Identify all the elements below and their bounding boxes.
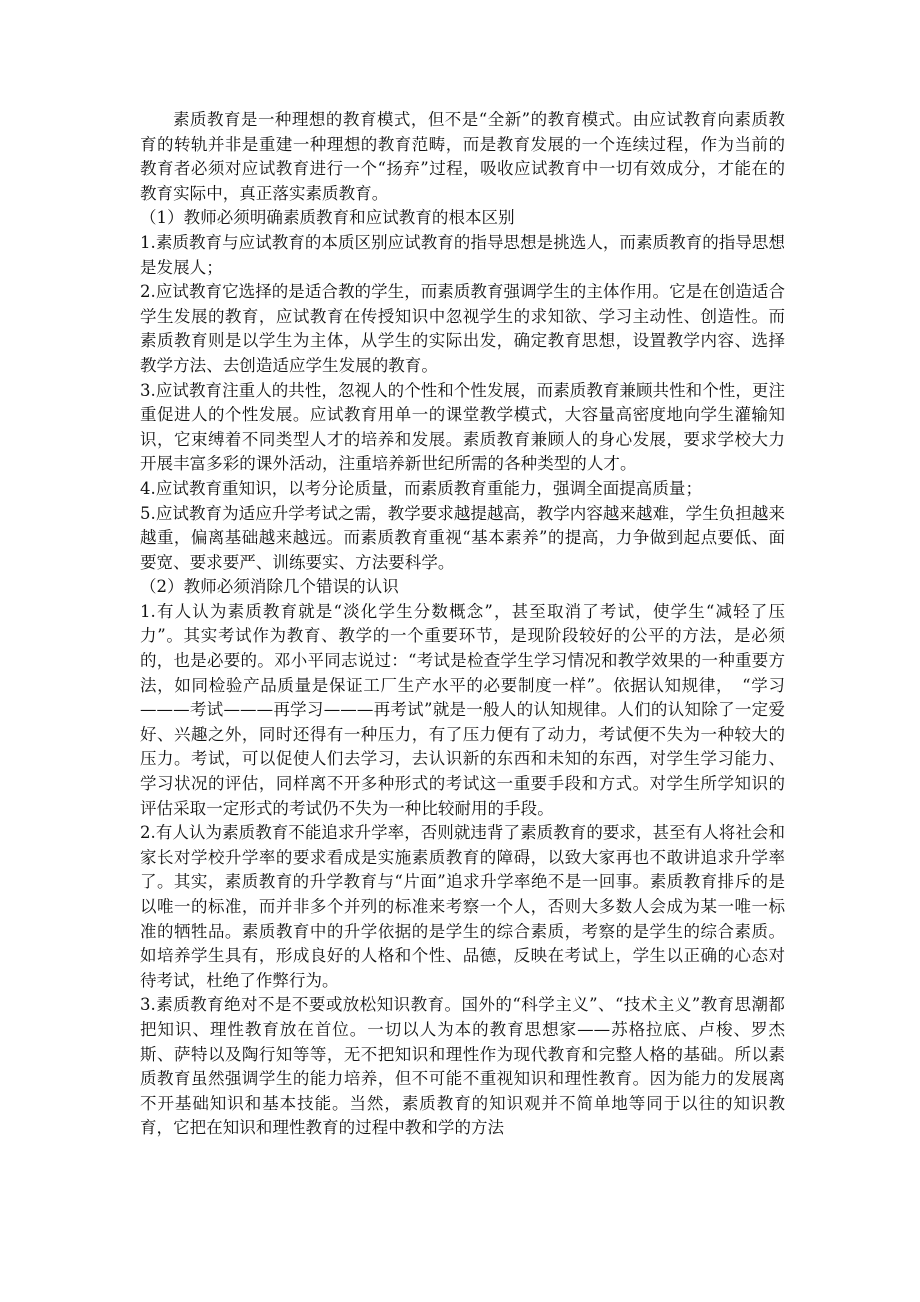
paragraph-1-5: 5.应试教育为适应升学考试之需，教学要求越提越高，教学内容越来越难，学生负担越来越重，偏离基础越来越远。而素质教育重视“基本素养”的提高，力争做到起点要低、面要宽、要求要严、训练要实、方法要科学。 [140,503,785,572]
document-body [140,108,785,1141]
paragraph-2-1: 1.有人认为素质教育就是“淡化学生分数概念”，甚至取消了考试，使学生“减轻了压力”。其实考试作为教育、教学的一个重要环节，是现阶段较好的公平的方法，是必须的，也是必要的。邓小平同志说过：“考试是检查学生学习情况和教学效果的一种重要方法，如同检验产品质量是保证工厂生产水平的必要制度一样”。依据认知规律， “学习———考试———再学习———再考试”就是一般人的认知规律。人们的认知除了一定爱好、兴趣之外，同时还得有一种压力，有了压力便有了动力，考试便不失为一种较大的压力。考试，可以促使人们去学习，去认识新的东西和未知的东西，对学生学习能力、学习状况的评估，同样离不开多种形式的考试这一重要手段和方式。对学生所学知识的评估采取一定形式的考试仍不失为一种比较耐用的手段。 [140,601,785,818]
intro-paragraph: 素质教育是一种理想的教育模式，但不是“全新”的教育模式。由应试教育向素质教育的转轨并非是重建一种理想的教育范畴，而是教育发展的一个连续过程，作为当前的教育者必须对应试教育进行一个“扬弃”过程，吸收应试教育中一切有效成分，才能在的教育实际中，真正落实素质教育。 [140,110,785,203]
paragraph-1-2: 2.应试教育它选择的是适合教的学生，而素质教育强调学生的主体作用。它是在创造适合学生发展的教育，应试教育在传授知识中忽视学生的求知欲、学习主动性、创造性。而素质教育则是以学生为主体，从学生的实际出发，确定教育思想，设置教学内容、选择教学方法、去创造适应学生发展的教育。 [140,282,785,375]
paragraph-1-4: 4.应试教育重知识，以考分论质量，而素质教育重能力，强调全面提高质量； [140,478,702,498]
section-heading-2: （2）教师必须消除几个错误的认识 [140,577,399,597]
paragraph-1-1: 1.素质教育与应试教育的本质区别应试教育的指导思想是挑选人，而素质教育的指导思想是发展人； [140,232,785,277]
paragraph-2-3: 3.素质教育绝对不是不要或放松知识教育。国外的“科学主义”、“技术主义”教育思潮都把知识、理性教育放在首位。一切以人为本的教育思想家——苏格拉底、卢梭、罗杰斯、萨特以及陶行知等等，无不把知识和理性作为现代教育和完整人格的基础。所以素质教育虽然强调学生的能力培养，但不可能不重视知识和理性教育。因为能力的发展离不开基础知识和基本技能。当然，素质教育的知识观并不简单地等同于以往的知识教育，它把在知识和理性教育的过程中教和学的方法 [140,995,785,1138]
paragraph-2-2: 2.有人认为素质教育不能追求升学率，否则就违背了素质教育的要求，甚至有人将社会和家长对学校升学率的要求看成是实施素质教育的障碍，以致大家再也不敢讲追求升学率了。其实，素质教育的升学教育与“片面”追求升学率绝不是一回事。素质教育排斥的是以唯一的标准，而并非多个并列的标准来考察一个人，否则大多数人会成为某一唯一标准的牺牲品。素质教育中的升学依据的是学生的综合素质，考察的是学生的综合素质。如培养学生具有，形成良好的人格和个性、品德，反映在考试上，学生以正确的心态对待考试，杜绝了作弊行为。 [140,823,785,990]
section-heading-1: （1）教师必须明确素质教育和应试教育的根本区别 [140,208,515,228]
paragraph-1-3: 3.应试教育注重人的共性，忽视人的个性和个性发展，而素质教育兼顾共性和个性，更注重促进人的个性发展。应试教育用单一的课堂教学模式，大容量高密度地向学生灌输知识，它束缚着不同类型人才的培养和发展。素质教育兼顾人的身心发展，要求学校大力开展丰富多彩的课外活动，注重培养新世纪所需的各种类型的人才。 [140,380,785,474]
